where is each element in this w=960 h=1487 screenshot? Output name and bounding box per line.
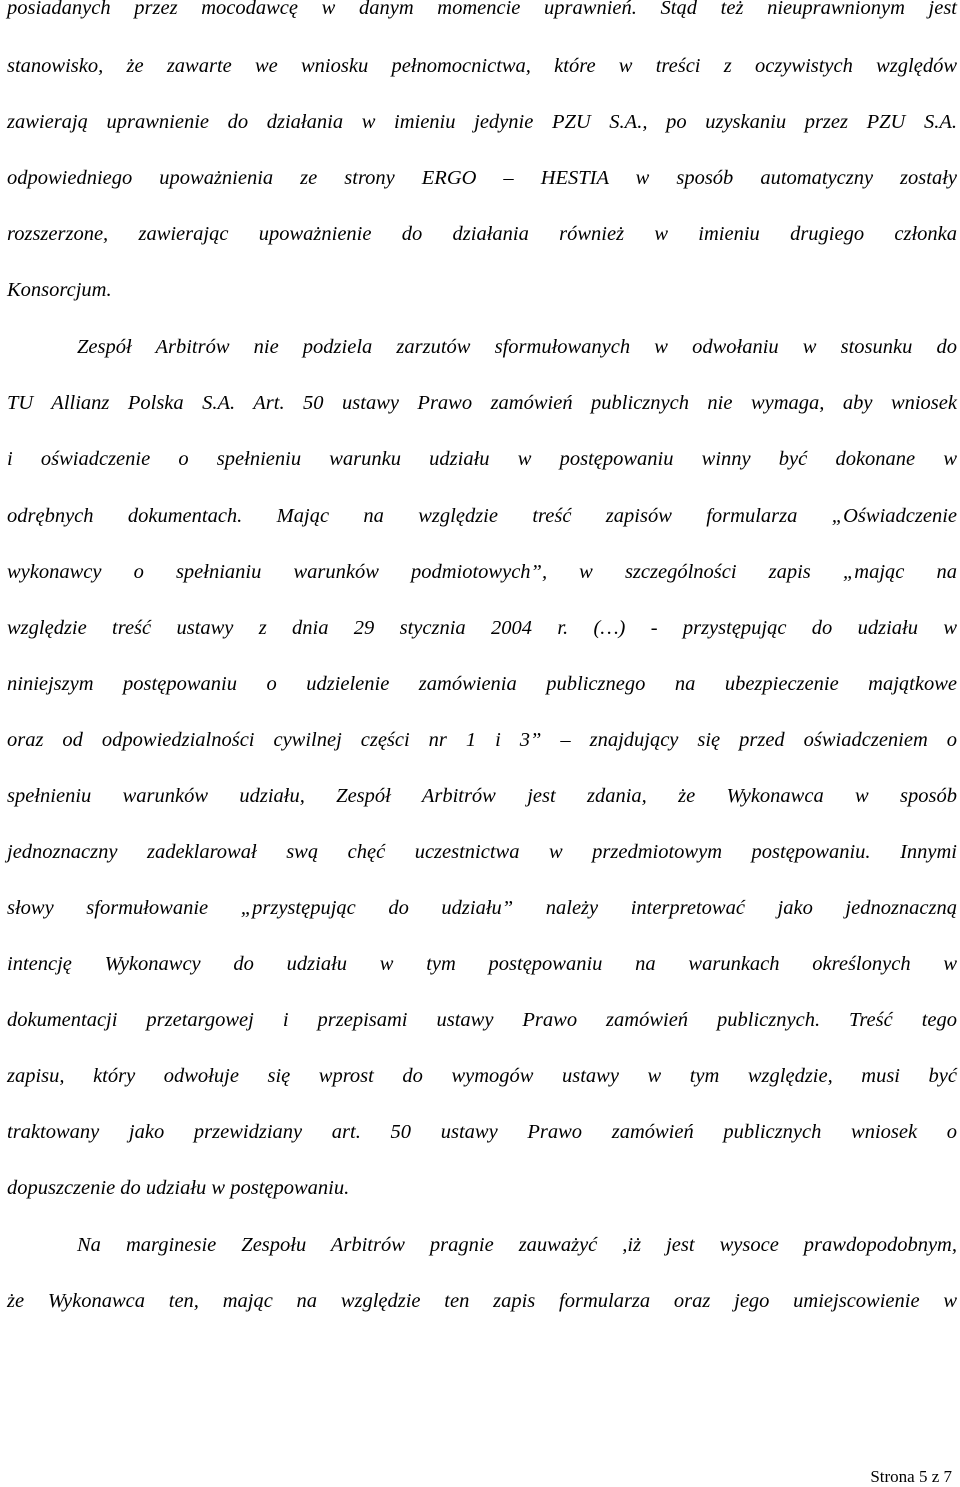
text-line: zawierają uprawnienie do działania w imieniu jedynie PZU S.A., po uzyskaniu przez PZU S.A. [7,111,957,133]
text-line: stanowisko, że zawarte we wniosku pełnomocnictwa, które w treści z oczywistych względów [7,55,957,77]
text-line: i oświadczenie o spełnieniu warunku udziału w postępowaniu winny być dokonane w [7,448,957,470]
text-line: Konsorcjum. [7,279,112,301]
text-line: odpowiedniego upoważnienia ze strony ERGO – HESTIA w sposób automatyczny zostały [7,167,957,189]
page-number: Strona 5 z 7 [870,1467,952,1486]
text-line: TU Allianz Polska S.A. Art. 50 ustawy Prawo zamówień publicznych nie wymaga, aby wniosek [7,392,957,414]
text-line: zapisu, który odwołuje się wprost do wymogów ustawy w tym względzie, musi być [7,1065,957,1087]
text-line: traktowany jako przewidziany art. 50 ustawy Prawo zamówień publicznych wniosek o [7,1121,957,1143]
text-line: oraz od odpowiedzialności cywilnej części nr 1 i 3” – znajdujący się przed oświadczeniem o [7,729,957,751]
text-line: względzie treść ustawy z dnia 29 stycznia 2004 r. (…) - przystępując do udziału w [7,617,957,639]
text-line: spełnieniu warunków udziału, Zespół Arbitrów jest zdania, że Wykonawca w sposób [7,785,957,807]
text-line: niniejszym postępowaniu o udzielenie zamówienia publicznego na ubezpieczenie majątkowe [7,673,957,695]
text-line: jednoznaczny zadeklarował swą chęć uczestnictwa w przedmiotowym postępowaniu. Innymi [7,841,957,863]
text-line: intencję Wykonawcy do udziału w tym postępowaniu na warunkach określonych w [7,953,957,975]
text-line: dokumentacji przetargowej i przepisami ustawy Prawo zamówień publicznych. Treść tego [7,1009,957,1031]
text-line: rozszerzone, zawierając upoważnienie do działania również w imieniu drugiego członka [7,223,957,245]
text-line: odrębnych dokumentach. Mając na względzie treść zapisów formularza „Oświadczenie [7,505,957,527]
text-line: że Wykonawca ten, mając na względzie ten zapis formularza oraz jego umiejscowienie w [7,1290,957,1312]
text-line: Na marginesie Zespołu Arbitrów pragnie zauważyć ,iż jest wysoce prawdopodobnym, [77,1234,957,1256]
text-line: posiadanych przez mocodawcę w danym momencie uprawnień. Stąd też nieuprawnionym jest [7,0,957,19]
text-line: Zespół Arbitrów nie podziela zarzutów sformułowanych w odwołaniu w stosunku do [77,336,957,358]
text-line: wykonawcy o spełnianiu warunków podmiotowych”, w szczególności zapis „mając na [7,561,957,583]
text-line: słowy sformułowanie „przystępując do udziału” należy interpretować jako jednoznaczną [7,897,957,919]
text-line: dopuszczenie do udziału w postępowaniu. [7,1177,350,1199]
